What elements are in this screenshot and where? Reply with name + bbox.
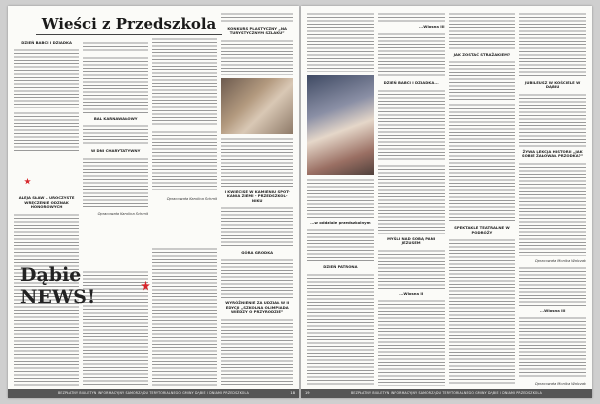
signature: Opracowała Karolina Schmit bbox=[97, 211, 149, 216]
article-text bbox=[307, 12, 374, 72]
news-banner-title: Dąbie NEWS! bbox=[20, 264, 96, 308]
article-heading: BAL KARNAWAŁOWY bbox=[93, 116, 138, 121]
article-text bbox=[83, 41, 148, 53]
article-heading: JUBILEUSZ W KOŚCIELE W DĄBIU bbox=[524, 80, 581, 90]
article-text bbox=[449, 103, 516, 223]
page-number: 18 bbox=[290, 391, 295, 395]
article-heading: I KWIECISE W KAMIENIU SPOT- KANIA ZIEMI - PRZEDSZKOL- NIKU bbox=[224, 188, 290, 203]
article-text bbox=[221, 137, 293, 187]
article-text bbox=[152, 37, 217, 127]
article-photo bbox=[307, 75, 374, 175]
news-article-heading: ALEJA SŁAW – UROCZYSTE WRĘCZENIE ODZNAK HONOROWYCH bbox=[18, 195, 75, 210]
newsletter-spread bbox=[8, 6, 592, 398]
star-icon bbox=[24, 178, 31, 185]
article-heading: MYŚLI NAD SOBĄ PANI JEZUSEM bbox=[387, 235, 436, 246]
article-text bbox=[221, 39, 293, 75]
article-heading: GÓRA GRODKA bbox=[241, 250, 274, 256]
article-heading: W DNI CHARYTATYWNY bbox=[91, 148, 141, 154]
signature: Opracowała Monika Walczak bbox=[534, 258, 586, 263]
article-text bbox=[14, 111, 79, 151]
article-heading: WYRÓŻNIENIE ZA UDZIAŁ W II EDYCJI „SZKOLNA OLIMPIADA WIEDZY O PRZYRODZIE” bbox=[225, 300, 290, 315]
article-text bbox=[83, 157, 148, 209]
article-heading: ...Wiosna III bbox=[418, 24, 445, 29]
article-text bbox=[378, 299, 445, 386]
article-heading: DZIEŃ BABCI I DZIADKA bbox=[21, 40, 72, 45]
article-text bbox=[221, 12, 293, 24]
article-heading: DZIEŃ PATRONA bbox=[323, 264, 358, 270]
news-banner bbox=[24, 169, 79, 193]
article-text bbox=[519, 162, 586, 256]
article-text bbox=[378, 12, 445, 22]
article-text bbox=[152, 247, 217, 386]
article-text bbox=[519, 12, 586, 78]
article-text bbox=[307, 273, 374, 386]
article-heading: ...w oddziale przedszkolnym bbox=[310, 220, 371, 225]
article-text bbox=[307, 228, 374, 262]
star-icon bbox=[141, 281, 148, 292]
news-banner-wrap bbox=[20, 264, 148, 308]
signature: Opracowała Monika Walczak bbox=[534, 382, 586, 386]
article-heading: ŻYWA LEKCJA HISTORII „JAK SOBIE ŻAŁOWAŁ PRZODKA?” bbox=[521, 148, 584, 159]
left-page bbox=[8, 6, 299, 398]
article-text bbox=[519, 266, 586, 306]
article-text bbox=[449, 60, 516, 100]
article-text bbox=[519, 93, 586, 147]
page-footer: BEZPŁATNY BIULETYN INFORMACYJNY SAMORZĄDU TERYTORIALNEGO GMINY DĄBIE I DNIAMI PRZEDSZKOLA bbox=[301, 389, 592, 398]
article-text bbox=[221, 258, 293, 298]
article-heading: ...Wiosna II bbox=[399, 290, 424, 296]
banner-header bbox=[41, 12, 217, 38]
article-text bbox=[83, 124, 148, 146]
article-text bbox=[83, 56, 148, 114]
article-text bbox=[221, 206, 293, 248]
news-banner-title-row bbox=[20, 264, 148, 308]
article-text bbox=[152, 130, 217, 190]
article-text bbox=[378, 164, 445, 234]
article-text bbox=[378, 249, 445, 289]
article-heading: ...Wiosna III bbox=[539, 307, 566, 313]
article-text bbox=[14, 48, 79, 108]
page-footer: BEZPŁATNY BIULETYN INFORMACYJNY SAMORZĄDU TERYTORIALNEGO GMINY DĄBIE I DNIAMI PRZEDSZKOLA bbox=[8, 389, 299, 398]
article-heading: JAK ZOSTAĆ STRAŻAKIEM? bbox=[453, 52, 511, 57]
article-heading: KONKURS PLASTYCZNY „NA TURYSTYCZNYM SZLAKU” bbox=[227, 26, 287, 36]
article-text bbox=[378, 32, 445, 78]
signature: Opracowała Karolina Schmit bbox=[166, 197, 218, 201]
article-text bbox=[307, 178, 374, 218]
article-photo bbox=[221, 78, 293, 134]
right-page bbox=[301, 6, 592, 398]
article-text bbox=[519, 316, 586, 379]
article-text bbox=[378, 89, 445, 161]
article-text bbox=[449, 238, 516, 386]
banner-title: Wieści z Przedszkola bbox=[83, 15, 148, 35]
article-text bbox=[221, 318, 293, 386]
article-heading: DZIEŃ BABCI I DZIADKA... bbox=[383, 80, 439, 86]
article-text bbox=[449, 12, 516, 50]
page-number: 19 bbox=[305, 391, 310, 395]
article-heading: SPEKTAKLE TEATRALNE W PODRÓŻY bbox=[454, 225, 510, 235]
